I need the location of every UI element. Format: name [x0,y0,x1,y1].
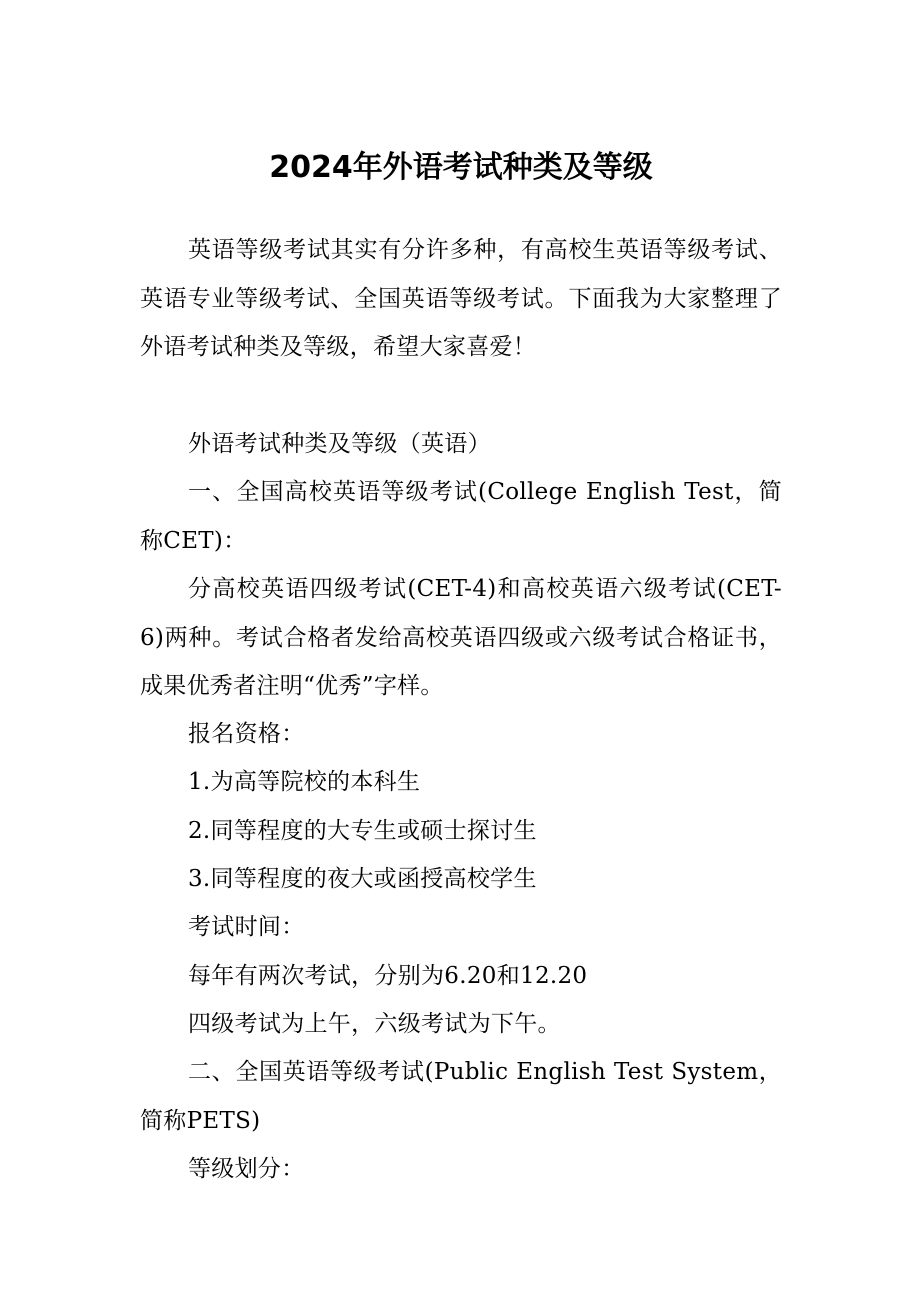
level-division-label: 等级划分： [188,1156,305,1182]
eligibility-item-2: 2.同等程度的大专生或硕士探讨生 [188,818,537,844]
pets-heading: 二、全国英语等级考试(Public English Test System，简称PETS) [140,1059,782,1134]
document-title: 2024年外语考试种类及等级 [269,150,653,185]
cet-description: 分高校英语四级考试(CET-4)和高校英语六级考试(CET-6)两种。考试合格者发给高校英语四级或六级考试合格证书，成果优秀者注明“优秀”字样。 [140,576,782,699]
eligibility-label: 报名资格： [188,721,305,747]
intro-paragraph: 英语等级考试其实有分许多种，有高校生英语等级考试、英语专业等级考试、全国英语等级考试。下面我为大家整理了外语考试种类及等级，希望大家喜爱！ [140,237,782,360]
section-heading-english: 外语考试种类及等级（英语） [188,431,491,457]
exam-session-detail: 四级考试为上午，六级考试为下午。 [188,1011,561,1037]
eligibility-item-1: 1.为高等院校的本科生 [188,769,421,795]
cet-heading: 一、全国高校英语等级考试(College English Test，简称CET)： [140,479,782,554]
exam-time-detail: 每年有两次考试，分别为6.20和12.20 [188,963,588,989]
eligibility-item-3: 3.同等程度的夜大或函授高校学生 [188,866,537,892]
exam-time-label: 考试时间： [188,914,305,940]
